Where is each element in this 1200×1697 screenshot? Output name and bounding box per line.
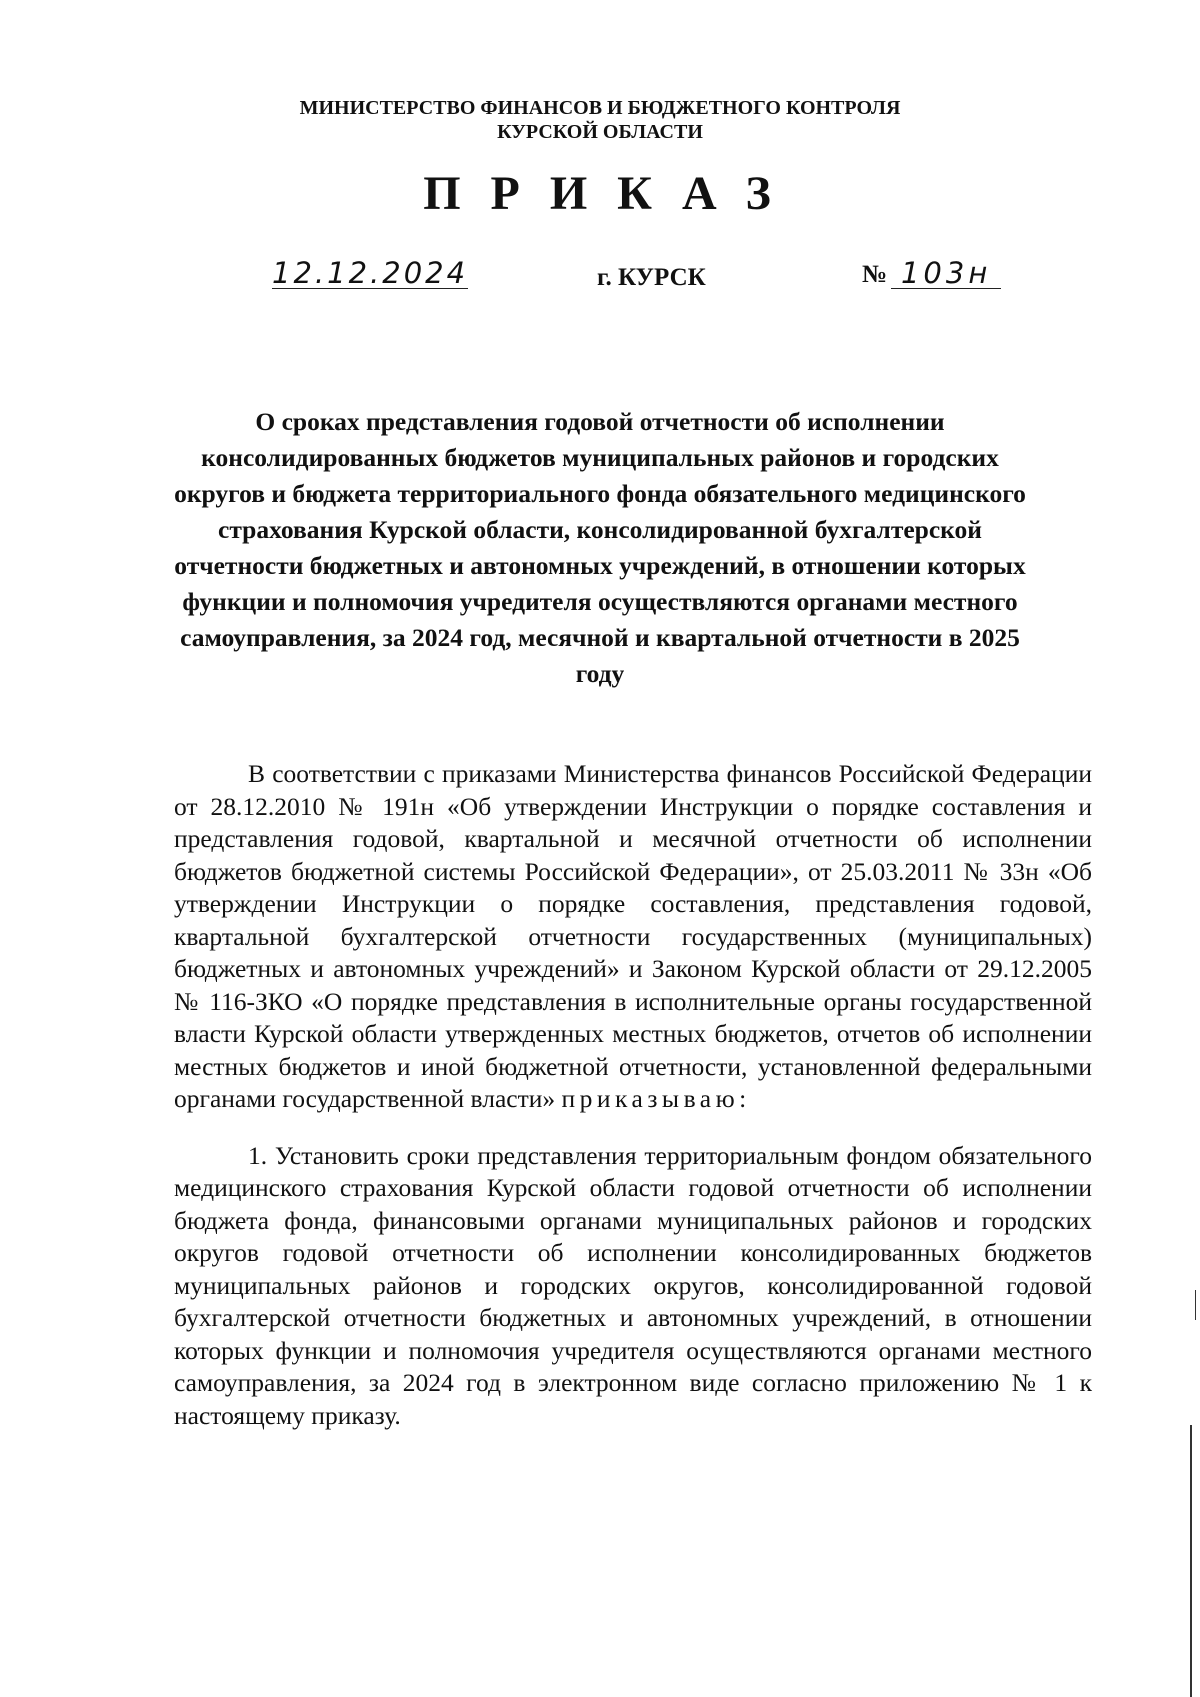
order-number: 103н — [891, 258, 1001, 289]
number-sign: № — [862, 261, 888, 288]
order-date: 12.12.2024 — [272, 256, 469, 290]
ministry-header — [0, 96, 1200, 144]
order-subject: О сроках представления годовой отчетности об исполнении консолидированных бюджетов муниципальных районов и городских округов и бюджета территориального фонда обязательного медицинского страхования Курской области, консолидированной бухгалтерской отчетности бюджетных и автономных учреждений, в отношении которых функции и полномочия учредителя осуществляются органами местного самоуправления, за 2024 год, месячной и квартальной отчетности в 2025 году — [174, 407, 1026, 688]
order-item-1: 1. Установить сроки представления территориальным фондом обязательного медицинского страхования Курской области годовой отчетности об исполнении бюджета фонда, финансовыми органами муниципальных районов и городских округов годовой отчетности об исполнении консолидированных бюджетов муниципальных районов и городских округов, консолидированной годовой бухгалтерской отчетности бюджетных и автономных учреждений, в отношении которых функции и полномочия учредителя осуществляются органами местного самоуправления, за 2024 год в электронном виде согласно приложению № 1 к настоящему приказу. — [174, 1140, 1092, 1430]
order-city: г. КУРСК — [597, 264, 706, 291]
scan-edge-mark — [1195, 1290, 1196, 1320]
order-number-block — [862, 258, 1001, 289]
scan-edge-mark — [1190, 1425, 1192, 1697]
preamble-paragraph — [174, 758, 1092, 1116]
order-body — [174, 758, 1092, 1432]
order-word: приказываю: — [561, 1084, 751, 1113]
ministry-region: КУРСКОЙ ОБЛАСТИ — [497, 121, 703, 143]
preamble-text: В соответствии с приказами Министерства финансов Российской Федерации от 28.12.2010 № 191н «Об утверждении Инструкции о порядке составления и представления годовой, квартальной и месячной отчетности об исполнении бюджетов бюджетной системы Российской Федерации», от 25.03.2011 № 33н «Об утверждении Инструкции о порядке составления, представления годовой, квартальной бухгалтерской отчетности государственных (муниципальных) бюджетных и автономных учреждений» и Законом Курской области от 29.12.2005 № 116-ЗКО «О порядке представления в исполнительные органы государственной власти Курской области утвержденных местных бюджетов, отчетов об исполнении местных бюджетов и иной бюджетной отчетности, установленной федеральными органами государственной власти» — [174, 759, 1092, 1113]
ministry-name: МИНИСТЕРСТВО ФИНАНСОВ И БЮДЖЕТНОГО КОНТРОЛЯ — [299, 97, 901, 119]
document-title: ПРИКАЗ — [423, 167, 801, 220]
